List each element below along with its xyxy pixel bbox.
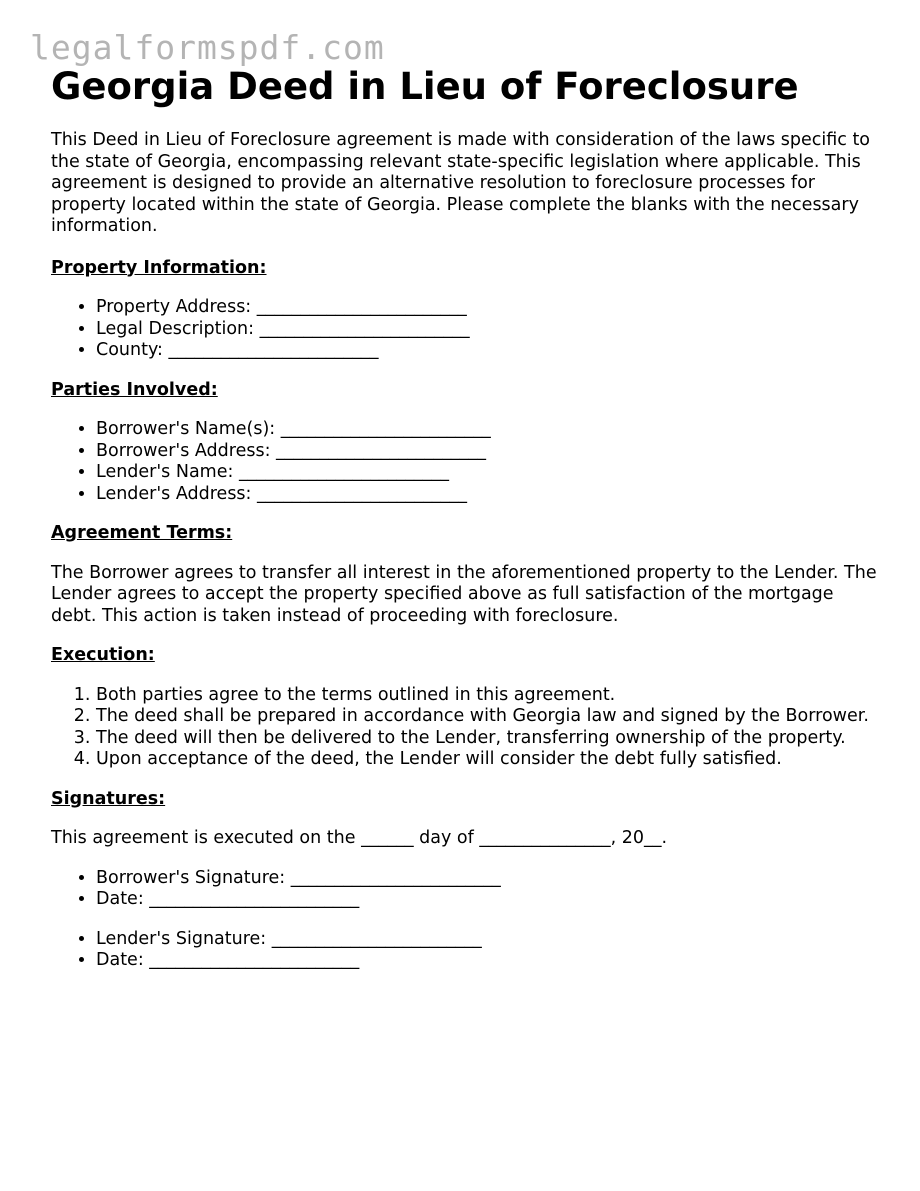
list-item: • Lender's Name: ________________________ <box>96 462 881 484</box>
parties-list <box>51 419 881 505</box>
list-item: • Date: ________________________ <box>96 889 881 911</box>
list-item: • Property Address: ________________________ <box>96 297 881 319</box>
list-item: • County: ________________________ <box>96 340 881 362</box>
intro-paragraph: This Deed in Lieu of Foreclosure agreement is made with consideration of the laws specific to the state of Georgia, encompassing relevant state-specific legislation where applicable. This agreement is designed to provide an alternative resolution to foreclosure processes for property located within the state of Georgia. Please complete the blanks with the necessary information. <box>51 130 871 236</box>
list-item: • Borrower's Address: ________________________ <box>96 441 881 463</box>
list-item: • Borrower's Signature: ________________________ <box>96 868 881 890</box>
list-item: • Legal Description: ________________________ <box>96 319 881 341</box>
property-list <box>51 297 881 362</box>
watermark: legalformspdf.com <box>30 28 385 67</box>
terms-heading: Agreement Terms: <box>51 523 233 543</box>
list-item: • Lender's Signature: ________________________ <box>96 929 881 951</box>
document-page <box>51 64 881 990</box>
list-item: 1. Both parties agree to the terms outlined in this agreement. <box>96 685 881 707</box>
execution-heading: Execution: <box>51 645 155 665</box>
list-item: • Lender's Address: ________________________ <box>96 484 881 506</box>
lender-signature-list <box>51 929 881 972</box>
list-item: 3. The deed will then be delivered to the Lender, transferring ownership of the property. <box>96 728 881 750</box>
document-title: Georgia Deed in Lieu of Foreclosure <box>51 65 799 108</box>
parties-heading: Parties Involved: <box>51 379 218 400</box>
list-item: 2. The deed shall be prepared in accordance with Georgia law and signed by the Borrower. <box>96 706 881 728</box>
execution-date-line: This agreement is executed on the ______ day of _______________, 20__. <box>51 828 668 848</box>
list-item: 4. Upon acceptance of the deed, the Lender will consider the debt fully satisfied. <box>96 749 881 771</box>
list-item: • Borrower's Name(s): ________________________ <box>96 419 881 441</box>
list-item: • Date: ________________________ <box>96 950 881 972</box>
execution-list <box>51 685 881 771</box>
signatures-heading: Signatures: <box>51 788 166 809</box>
terms-paragraph: The Borrower agrees to transfer all interest in the aforementioned property to the Lender. The Lender agrees to accept the property specified above as full satisfaction of the mortgage debt. This action is taken instead of proceeding with foreclosure. <box>51 562 877 626</box>
borrower-signature-list <box>51 868 881 911</box>
property-heading: Property Information: <box>51 257 267 278</box>
